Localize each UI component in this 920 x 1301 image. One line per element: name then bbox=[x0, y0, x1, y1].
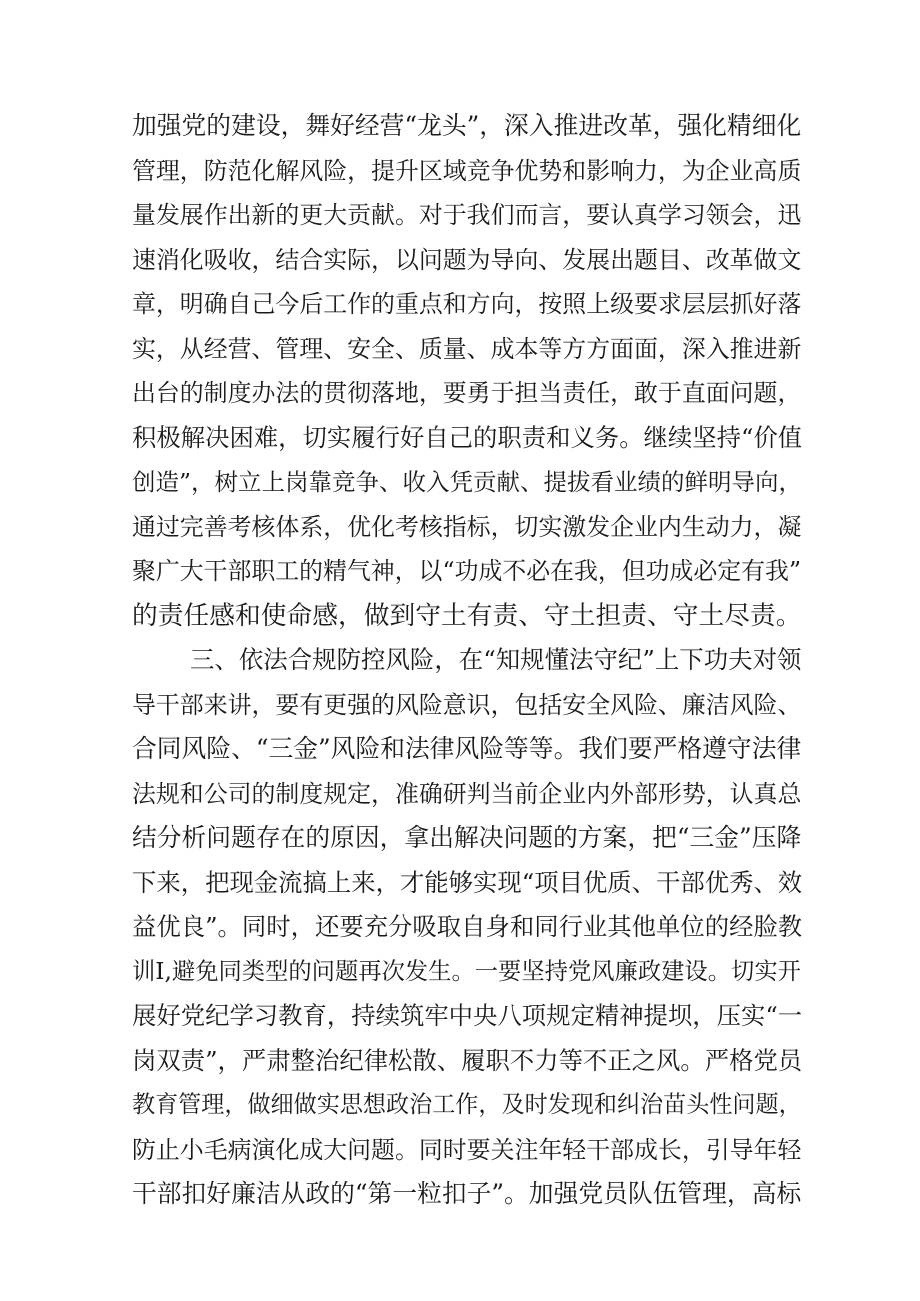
body-text bbox=[132, 104, 802, 1217]
text-line: 干部扣好廉洁从政的“第一粒扣子”。加强党员队伍管理，高标 bbox=[132, 1179, 802, 1208]
text-line: 的责任感和使命感，做到守土有责、守土担责、守土尽责。 bbox=[132, 600, 802, 631]
text-line: 教育管理，做细做实思想政治工作，及时发现和纠治苗头性问题， bbox=[132, 1092, 802, 1118]
text-line: 导干部来讲，要有更强的风险意识，包括安全风险、廉洁风险、 bbox=[132, 690, 802, 719]
text-line: 法规和公司的制度规定，准确研判当前企业内外部形势，认真总 bbox=[132, 779, 802, 808]
text-line: 实，从经营、管理、安全、质量、成本等方方面面，深入推进新 bbox=[132, 334, 802, 363]
text-line: 管理，防范化解风险，提升区域竞争优势和影响力，为企业高质 bbox=[132, 156, 802, 185]
text-line: 通过完善考核体系，优化考核指标，切实激发企业内生动力，凝 bbox=[132, 512, 802, 541]
text-line: 展好党纪学习教育，持续筑牢中央八项规定精神提坝，压实“一 bbox=[132, 1001, 803, 1030]
section-heading-line: 三、依法合规防控风险，在“知规懂法守纪”上下功夫对领 bbox=[190, 645, 802, 674]
text-line: 聚广大干部职工的精气神，以“功成不必在我，但功成必定有我” bbox=[132, 557, 802, 585]
text-line: 合同风险、“三金”风险和法律风险等等。我们要严格遵守法律 bbox=[132, 734, 802, 763]
text-line: 速消化吸收，结合实际，以问题为导向、发展出题目、改革做文 bbox=[132, 245, 802, 274]
text-line: 下来，把现金流搞上来，才能够实现“项目优质、干部优秀、效 bbox=[132, 867, 803, 897]
text-line: 防止小毛病演化成大问题。同时要关注年轻干部成长，引导年轻 bbox=[132, 1135, 802, 1164]
text-line: 益优良”。同时，还要充分吸取自身和同行业其他单位的经脸教 bbox=[132, 912, 803, 941]
text-line: 章，明确自己今后工作的重点和方向，按照上级要求层层抓好落 bbox=[132, 290, 802, 318]
text-line: 岗双责”，严肃整治纪律松散、履职不力等不正之风。严格党员 bbox=[132, 1045, 803, 1075]
text-line: 出台的制度办法的贯彻落地，要勇于担当责任，敢于直面问题， bbox=[132, 379, 802, 407]
text-line: 积极解决困难，切实履行好自己的职责和义务。继续坚持“价值 bbox=[132, 422, 803, 452]
text-line: 训I,避免同类型的问题再次发生。一要坚持党风廉政建设。切实开 bbox=[132, 957, 801, 985]
text-line: 量发展作出新的更大贡献。对于我们而言，要认真学习领会，迅 bbox=[132, 201, 802, 229]
text-line: 加强党的建设，舞好经营“龙头”，深入推进改革，强化精细化 bbox=[132, 111, 802, 140]
text-line: 结分析问题存在的原因，拿出解决问题的方案，把“三金”压降 bbox=[132, 823, 802, 852]
text-line: 创造”，树立上岗靠竞争、收入凭贡献、提拔看业绩的鲜明导向， bbox=[132, 468, 803, 496]
